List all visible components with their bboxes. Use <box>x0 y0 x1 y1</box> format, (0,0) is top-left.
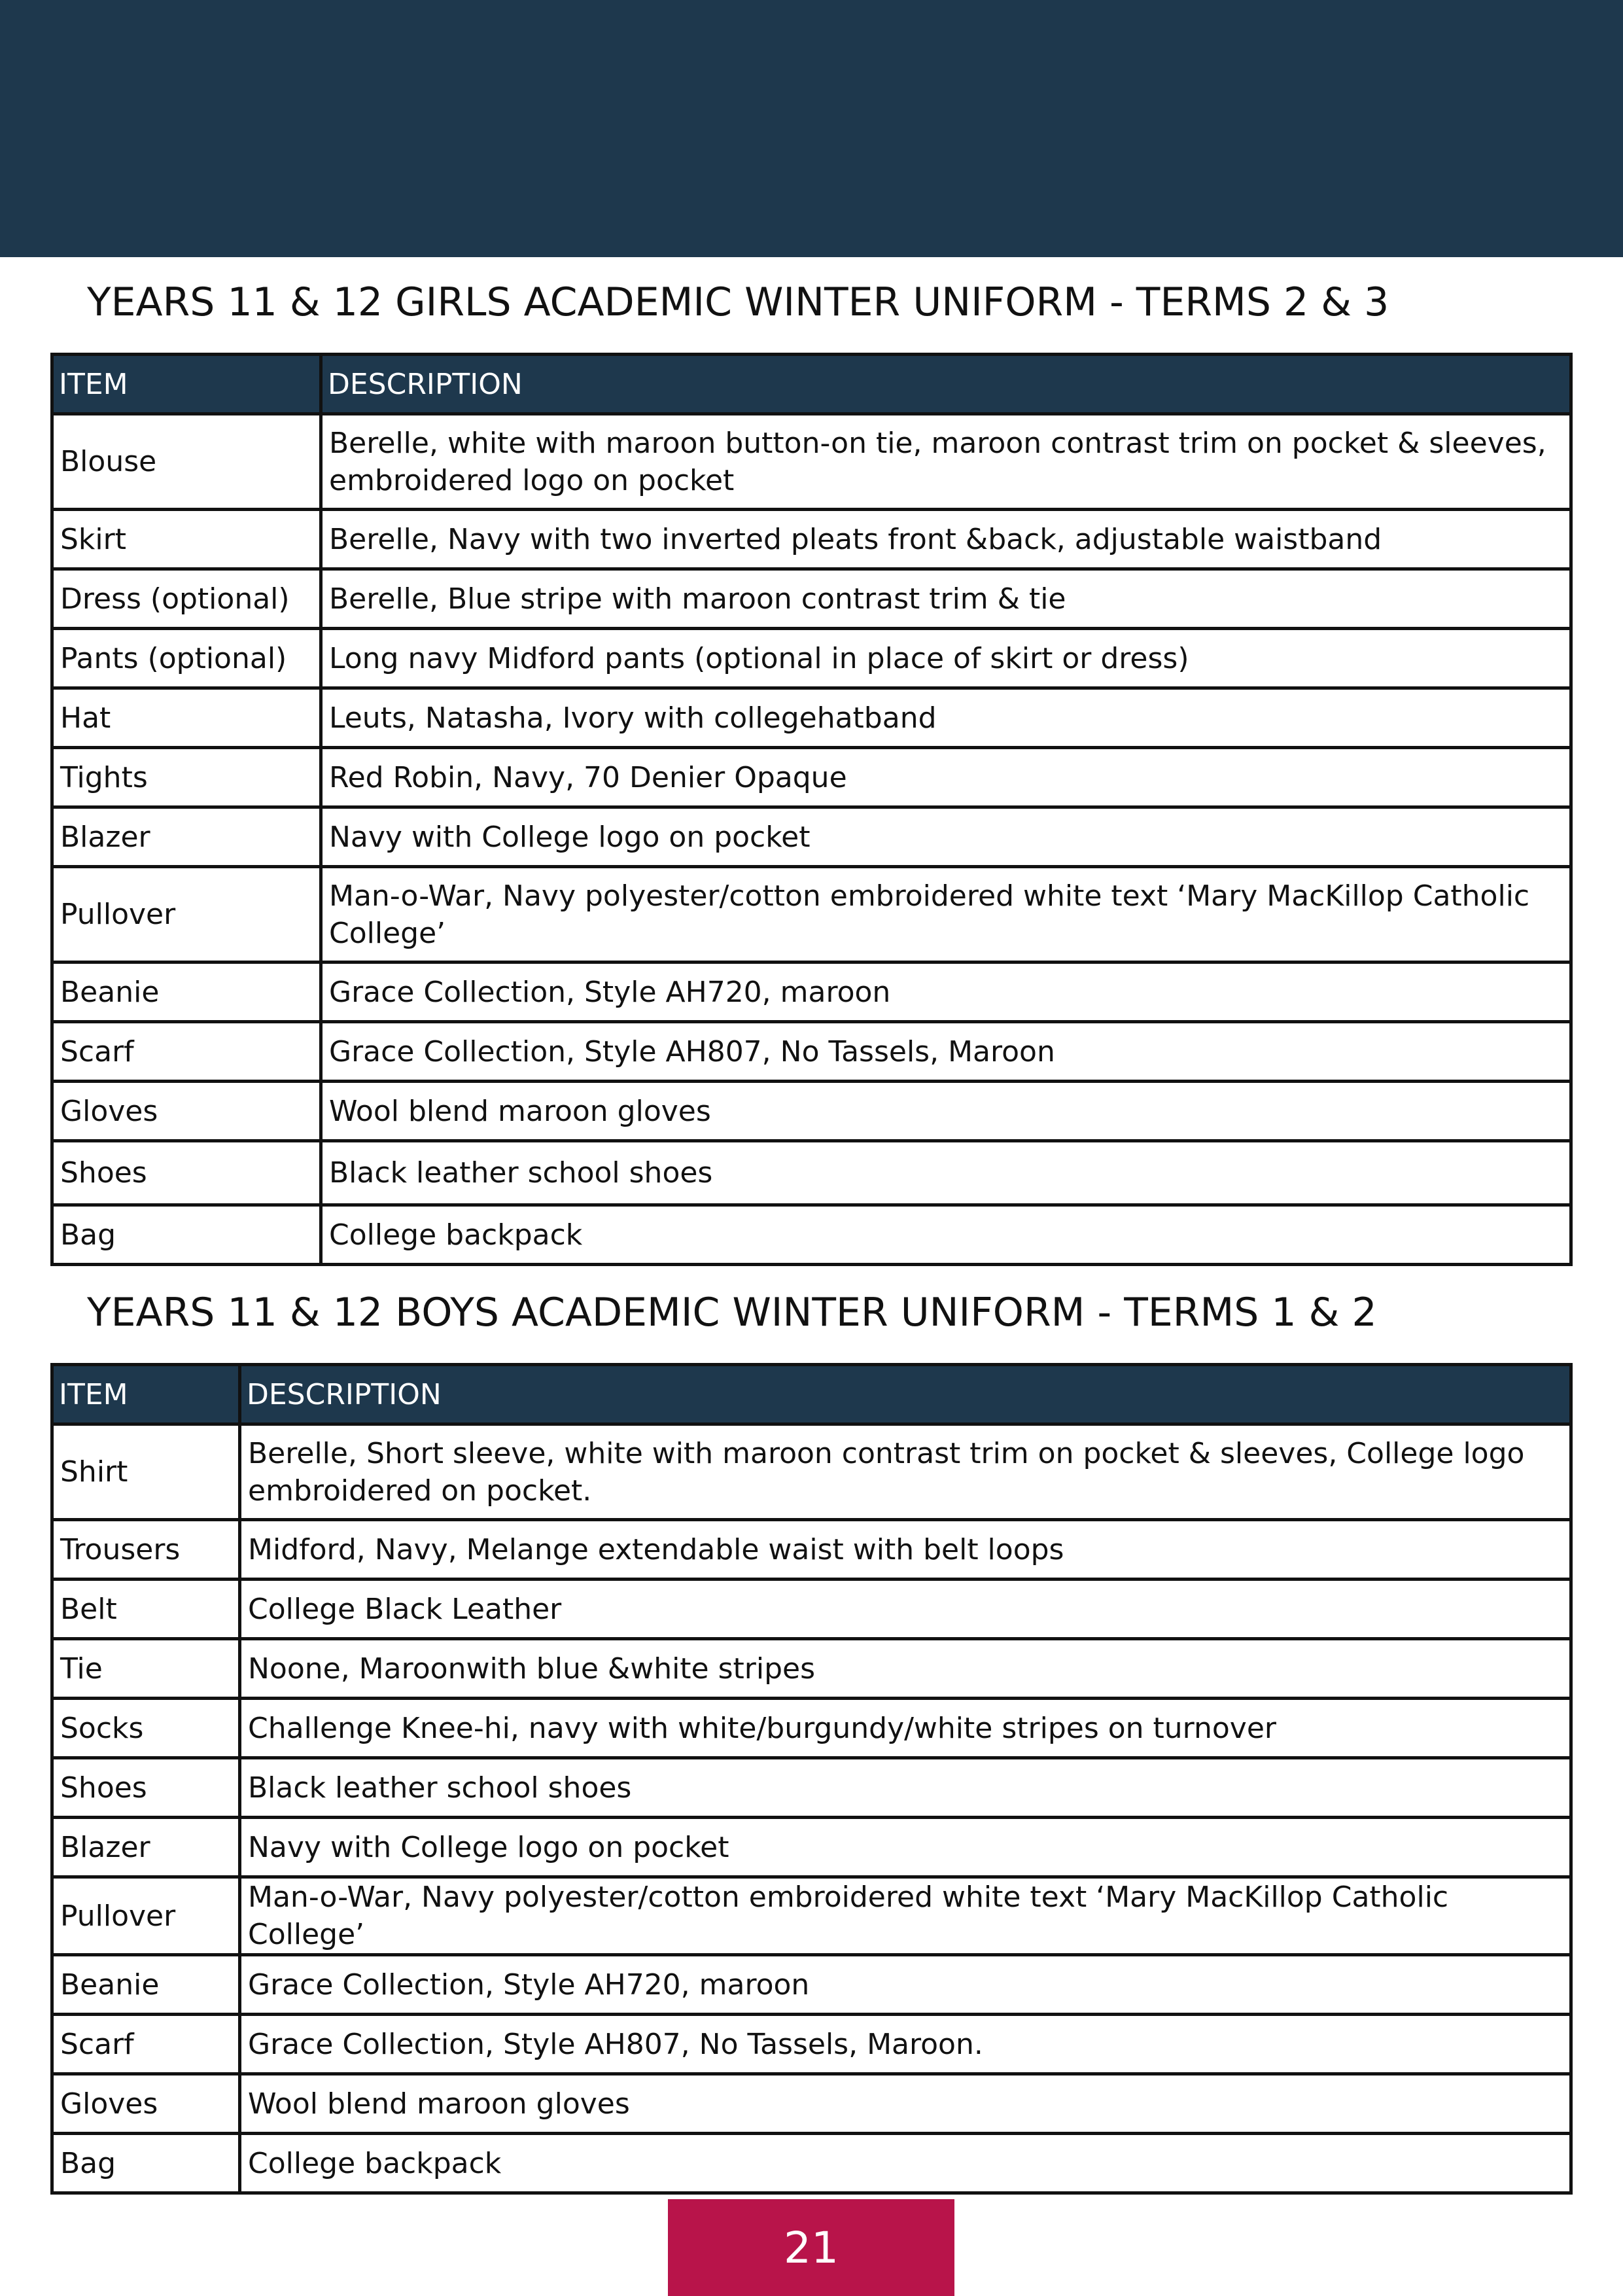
description-cell: College backpack <box>321 1205 1571 1265</box>
table-row <box>52 867 1571 963</box>
column-header-description: DESCRIPTION <box>321 355 1571 414</box>
description-cell: Red Robin, Navy, 70 Denier Opaque <box>321 748 1571 807</box>
table-row <box>52 1141 1571 1205</box>
table-row <box>52 688 1571 748</box>
description-cell: Berelle, Short sleeve, white with maroon contrast trim on pocket & sleeves, College logo embroidered on pocket. <box>240 1424 1571 1520</box>
item-cell: Bag <box>52 2134 240 2193</box>
table-row <box>52 748 1571 807</box>
item-cell: Dress (optional) <box>52 569 321 629</box>
table-row <box>52 1520 1571 1580</box>
table-row <box>52 1022 1571 1082</box>
table-row <box>52 963 1571 1022</box>
item-cell: Bag <box>52 1205 321 1265</box>
description-cell: Wool blend maroon gloves <box>240 2074 1571 2134</box>
description-cell: Grace Collection, Style AH807, No Tassels, Maroon. <box>240 2015 1571 2074</box>
item-cell: Belt <box>52 1580 240 1639</box>
table-row <box>52 2015 1571 2074</box>
header-band <box>0 0 1623 257</box>
table-row <box>52 1639 1571 1699</box>
item-cell: Gloves <box>52 1082 321 1141</box>
item-cell: Blazer <box>52 807 321 867</box>
table-row <box>52 1758 1571 1818</box>
description-cell: Berelle, white with maroon button-on tie, maroon contrast trim on pocket & sleeves, embroidered logo on pocket <box>321 414 1571 510</box>
item-cell: Beanie <box>52 1955 240 2015</box>
description-cell: Black leather school shoes <box>321 1141 1571 1205</box>
description-cell: Long navy Midford pants (optional in place of skirt or dress) <box>321 629 1571 688</box>
item-cell: Tights <box>52 748 321 807</box>
table-row <box>52 1580 1571 1639</box>
item-cell: Tie <box>52 1639 240 1699</box>
table-row <box>52 1699 1571 1758</box>
item-cell: Scarf <box>52 2015 240 2074</box>
description-cell: Grace Collection, Style AH720, maroon <box>321 963 1571 1022</box>
girls-uniform-table <box>50 353 1573 1266</box>
item-cell: Shirt <box>52 1424 240 1520</box>
description-cell: College backpack <box>240 2134 1571 2193</box>
description-cell: Noone, Maroonwith blue &white stripes <box>240 1639 1571 1699</box>
item-cell: Shoes <box>52 1758 240 1818</box>
boys-section-title: YEARS 11 & 12 BOYS ACADEMIC WINTER UNIFORM - TERMS 1 & 2 <box>87 1290 1377 1335</box>
boys-uniform-table <box>50 1363 1573 2195</box>
description-cell: Leuts, Natasha, Ivory with collegehatband <box>321 688 1571 748</box>
description-cell: Berelle, Blue stripe with maroon contrast trim & tie <box>321 569 1571 629</box>
description-cell: College Black Leather <box>240 1580 1571 1639</box>
description-cell: Berelle, Navy with two inverted pleats front &back, adjustable waistband <box>321 510 1571 569</box>
table-row <box>52 569 1571 629</box>
table-row <box>52 1955 1571 2015</box>
table-row <box>52 1818 1571 1877</box>
table-row <box>52 807 1571 867</box>
table-row <box>52 1082 1571 1141</box>
description-cell: Black leather school shoes <box>240 1758 1571 1818</box>
description-cell: Wool blend maroon gloves <box>321 1082 1571 1141</box>
item-cell: Gloves <box>52 2074 240 2134</box>
item-cell: Blouse <box>52 414 321 510</box>
item-cell: Socks <box>52 1699 240 1758</box>
column-header-item: ITEM <box>52 355 321 414</box>
table-row <box>52 1877 1571 1955</box>
table-row <box>52 2074 1571 2134</box>
description-cell: Man-o-War, Navy polyester/cotton embroidered white text ‘Mary MacKillop Catholic College’ <box>240 1877 1571 1955</box>
table-row <box>52 1205 1571 1265</box>
description-cell: Grace Collection, Style AH807, No Tassels, Maroon <box>321 1022 1571 1082</box>
item-cell: Pants (optional) <box>52 629 321 688</box>
item-cell: Skirt <box>52 510 321 569</box>
item-cell: Hat <box>52 688 321 748</box>
page-number: 21 <box>668 2199 954 2296</box>
item-cell: Beanie <box>52 963 321 1022</box>
table-header-row <box>52 1365 1571 1424</box>
table-row <box>52 2134 1571 2193</box>
item-cell: Scarf <box>52 1022 321 1082</box>
table-row <box>52 1424 1571 1520</box>
item-cell: Pullover <box>52 867 321 963</box>
girls-section-title: YEARS 11 & 12 GIRLS ACADEMIC WINTER UNIFORM - TERMS 2 & 3 <box>87 279 1389 325</box>
description-cell: Navy with College logo on pocket <box>240 1818 1571 1877</box>
description-cell: Grace Collection, Style AH720, maroon <box>240 1955 1571 2015</box>
item-cell: Trousers <box>52 1520 240 1580</box>
table-header-row <box>52 355 1571 414</box>
item-cell: Pullover <box>52 1877 240 1955</box>
description-cell: Midford, Navy, Melange extendable waist with belt loops <box>240 1520 1571 1580</box>
item-cell: Shoes <box>52 1141 321 1205</box>
item-cell: Blazer <box>52 1818 240 1877</box>
column-header-item: ITEM <box>52 1365 240 1424</box>
column-header-description: DESCRIPTION <box>240 1365 1571 1424</box>
description-cell: Man-o-War, Navy polyester/cotton embroidered white text ‘Mary MacKillop Catholic College’ <box>321 867 1571 963</box>
table-row <box>52 510 1571 569</box>
table-row <box>52 414 1571 510</box>
description-cell: Challenge Knee-hi, navy with white/burgundy/white stripes on turnover <box>240 1699 1571 1758</box>
description-cell: Navy with College logo on pocket <box>321 807 1571 867</box>
table-row <box>52 629 1571 688</box>
